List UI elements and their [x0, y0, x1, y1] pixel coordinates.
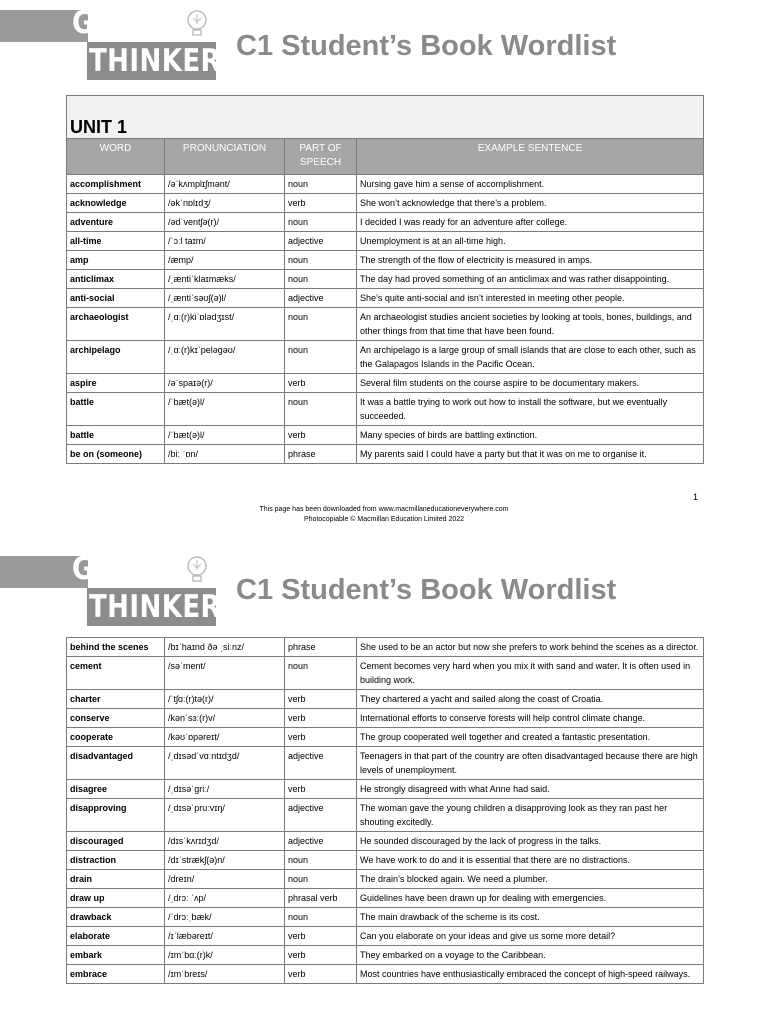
part-of-speech-cell: verb	[285, 374, 357, 393]
pronunciation-cell: /biː ˈɒn/	[165, 445, 285, 464]
example-cell: They chartered a yacht and sailed along the coast of Croatia.	[357, 690, 704, 709]
unit-heading: UNIT 1	[67, 96, 704, 139]
word-cell: aspire	[67, 374, 165, 393]
table-header	[67, 139, 704, 175]
lightbulb-icon	[184, 9, 210, 39]
part-of-speech-cell: verb	[285, 728, 357, 747]
example-cell: He sounded discouraged by the lack of progress in the talks.	[357, 832, 704, 851]
logo-box	[87, 588, 241, 626]
table-row	[67, 289, 704, 308]
word-cell: distraction	[67, 851, 165, 870]
pronunciation-cell: /ɪmˈbɑː(r)k/	[165, 946, 285, 965]
part-of-speech-cell: adjective	[285, 799, 357, 832]
part-of-speech-cell: noun	[285, 908, 357, 927]
footer-copyright: Photocopiable © Macmillan Education Limited 2022	[303, 516, 465, 523]
word-cell: disapproving	[67, 799, 165, 832]
pronunciation-cell: /ˌdɪsədˈvɑːntɪdʒd/	[165, 747, 285, 780]
table-row	[67, 799, 704, 832]
example-cell: I decided I was ready for an adventure after college.	[357, 213, 704, 232]
word-cell: adventure	[67, 213, 165, 232]
part-of-speech-cell: adjective	[285, 747, 357, 780]
pronunciation-cell: /ˌæntiˈklaɪmæks/	[165, 270, 285, 289]
header-example: EXAMPLE SENTENCE	[357, 139, 704, 175]
table-row	[67, 657, 704, 690]
footer-download-note: This page has been downloaded from www.macmillaneducationeverywhere.com	[259, 506, 509, 513]
pronunciation-cell: /səˈment/	[165, 657, 285, 690]
word-cell: disagree	[67, 780, 165, 799]
word-cell: disadvantaged	[67, 747, 165, 780]
word-cell: anti-social	[67, 289, 165, 308]
pronunciation-cell: /dɪˈstrækʃ(ə)n/	[165, 851, 285, 870]
table-row	[67, 870, 704, 889]
example-cell: The day had proved something of an anticlimax and was rather disappointing.	[357, 270, 704, 289]
part-of-speech-cell: noun	[285, 251, 357, 270]
example-cell: Unemployment is at an all-time high.	[357, 232, 704, 251]
example-cell: An archipelago is a large group of small islands that are close to each other, such as the Galapagos Islands in the Pacific Ocean.	[357, 341, 704, 374]
table-row	[67, 341, 704, 374]
part-of-speech-cell: verb	[285, 426, 357, 445]
table-row	[67, 194, 704, 213]
example-cell: Nursing gave him a sense of accomplishment.	[357, 175, 704, 194]
example-cell: We have work to do and it is essential that there are no distractions.	[357, 851, 704, 870]
example-cell: Most countries have enthusiastically embraced the concept of high-speed railways.	[357, 965, 704, 984]
pronunciation-cell: /æmp/	[165, 251, 285, 270]
pronunciation-cell: /ˈbæt(ə)l/	[165, 426, 285, 445]
pronunciation-cell: /ˌɑː(r)kɪˈpeləgəʊ/	[165, 341, 285, 374]
table-row	[67, 832, 704, 851]
part-of-speech-cell: adjective	[285, 232, 357, 251]
pronunciation-cell: /ɪˈlæbəreɪt/	[165, 927, 285, 946]
word-cell: amp	[67, 251, 165, 270]
word-cell: draw up	[67, 889, 165, 908]
part-of-speech-cell: noun	[285, 175, 357, 194]
part-of-speech-cell: verb	[285, 780, 357, 799]
example-cell: The strength of the flow of electricity is measured in amps.	[357, 251, 704, 270]
logo-text-great: GREAT	[72, 551, 171, 587]
word-cell: be on (someone)	[67, 445, 165, 464]
example-cell: Can you elaborate on your ideas and give us some more detail?	[357, 927, 704, 946]
pronunciation-cell: /ˌdɪsəˈgriː/	[165, 780, 285, 799]
page-2	[0, 545, 768, 1024]
part-of-speech-cell: verb	[285, 690, 357, 709]
example-cell: It was a battle trying to work out how to install the software, but we eventually succeeded.	[357, 393, 704, 426]
table-row	[67, 213, 704, 232]
example-cell: He strongly disagreed with what Anne had said.	[357, 780, 704, 799]
word-cell: embrace	[67, 965, 165, 984]
page-title: C1 Student’s Book Wordlist	[236, 574, 617, 606]
table-row	[67, 445, 704, 464]
header-part-of-speech: PART OF SPEECH	[285, 139, 357, 175]
word-cell: discouraged	[67, 832, 165, 851]
pronunciation-cell: /ˌɑː(r)kiˈɒlədʒɪst/	[165, 308, 285, 341]
pronunciation-cell: /ˌæntiˈsəʊʃ(ə)l/	[165, 289, 285, 308]
part-of-speech-cell: adjective	[285, 832, 357, 851]
part-of-speech-cell: phrase	[285, 445, 357, 464]
table-row	[67, 709, 704, 728]
pronunciation-cell: /ˌdrɔː ˈʌp/	[165, 889, 285, 908]
part-of-speech-cell: noun	[285, 270, 357, 289]
pronunciation-cell: /ˈtʃɑː(r)tə(r)/	[165, 690, 285, 709]
word-cell: elaborate	[67, 927, 165, 946]
word-cell: drain	[67, 870, 165, 889]
wordlist-table	[66, 95, 704, 464]
great-thinkers-logo	[70, 5, 241, 80]
header-pronunciation: PRONUNCIATION	[165, 139, 285, 175]
example-cell: She used to be an actor but now she prefers to work behind the scenes as a director.	[357, 638, 704, 657]
pronunciation-cell: /ˈɔːl taɪm/	[165, 232, 285, 251]
word-cell: all-time	[67, 232, 165, 251]
part-of-speech-cell: noun	[285, 851, 357, 870]
pronunciation-cell: /əkˈnɒlɪdʒ/	[165, 194, 285, 213]
example-cell: The woman gave the young children a disapproving look as they ran past her shouting excitedly.	[357, 799, 704, 832]
word-cell: battle	[67, 393, 165, 426]
example-cell: My parents said I could have a party but that it was on me to organise it.	[357, 445, 704, 464]
table-row	[67, 690, 704, 709]
word-cell: conserve	[67, 709, 165, 728]
table-row	[67, 232, 704, 251]
word-cell: behind the scenes	[67, 638, 165, 657]
word-cell: archipelago	[67, 341, 165, 374]
word-cell: anticlimax	[67, 270, 165, 289]
table-row	[67, 965, 704, 984]
pronunciation-cell: /kənˈsɜː(r)v/	[165, 709, 285, 728]
table-row	[67, 393, 704, 426]
example-cell: An archaeologist studies ancient societies by looking at tools, bones, buildings, and other things from that time that have been found.	[357, 308, 704, 341]
word-cell: embark	[67, 946, 165, 965]
table-row	[67, 851, 704, 870]
part-of-speech-cell: verb	[285, 965, 357, 984]
logo-text-thinkers: THINKERS	[89, 589, 241, 625]
part-of-speech-cell: adjective	[285, 289, 357, 308]
page-footer	[0, 505, 768, 525]
part-of-speech-cell: noun	[285, 341, 357, 374]
part-of-speech-cell: phrase	[285, 638, 357, 657]
part-of-speech-cell: noun	[285, 393, 357, 426]
table-row	[67, 270, 704, 289]
pronunciation-cell: /ˈdrɔːˌbæk/	[165, 908, 285, 927]
word-cell: drawback	[67, 908, 165, 927]
example-cell: The main drawback of the scheme is its cost.	[357, 908, 704, 927]
example-cell: The drain’s blocked again. We need a plumber.	[357, 870, 704, 889]
pronunciation-cell: /əˈspaɪə(r)/	[165, 374, 285, 393]
table-row	[67, 308, 704, 341]
wordlist-table	[66, 637, 704, 984]
example-cell: She’s quite anti-social and isn’t interested in meeting other people.	[357, 289, 704, 308]
example-cell: She won’t acknowledge that there’s a problem.	[357, 194, 704, 213]
word-cell: archaeologist	[67, 308, 165, 341]
logo-text-thinkers: THINKERS	[89, 43, 241, 79]
great-thinkers-logo	[70, 551, 241, 626]
example-cell: Several film students on the course aspire to be documentary makers.	[357, 374, 704, 393]
word-cell: battle	[67, 426, 165, 445]
part-of-speech-cell: verb	[285, 194, 357, 213]
table-row	[67, 175, 704, 194]
logo-text-great: GREAT	[72, 5, 171, 41]
table-row	[67, 908, 704, 927]
part-of-speech-cell: verb	[285, 946, 357, 965]
part-of-speech-cell: noun	[285, 870, 357, 889]
part-of-speech-cell: noun	[285, 657, 357, 690]
pronunciation-cell: /ˌdɪsəˈpruːvɪŋ/	[165, 799, 285, 832]
table-row	[67, 374, 704, 393]
word-cell: cooperate	[67, 728, 165, 747]
pronunciation-cell: /ədˈventʃə(r)/	[165, 213, 285, 232]
word-cell: accomplishment	[67, 175, 165, 194]
pronunciation-cell: /bɪˈhaɪnd ðə ˌsiːnz/	[165, 638, 285, 657]
example-cell: They embarked on a voyage to the Caribbean.	[357, 946, 704, 965]
table-row	[67, 638, 704, 657]
pronunciation-cell: /dreɪn/	[165, 870, 285, 889]
table-row	[67, 889, 704, 908]
example-cell: The group cooperated well together and created a fantastic presentation.	[357, 728, 704, 747]
example-cell: Teenagers in that part of the country are often disadvantaged because there are high levels of unemployment.	[357, 747, 704, 780]
example-cell: Cement becomes very hard when you mix it with sand and water. It is often used in building work.	[357, 657, 704, 690]
example-cell: International efforts to conserve forests will help control climate change.	[357, 709, 704, 728]
part-of-speech-cell: noun	[285, 308, 357, 341]
part-of-speech-cell: phrasal verb	[285, 889, 357, 908]
table-row	[67, 728, 704, 747]
part-of-speech-cell: noun	[285, 213, 357, 232]
word-cell: acknowledge	[67, 194, 165, 213]
pronunciation-cell: /ˈbæt(ə)l/	[165, 393, 285, 426]
table-row	[67, 927, 704, 946]
page-number: 1	[693, 492, 699, 502]
pronunciation-cell: /kəʊˈɒpəreɪt/	[165, 728, 285, 747]
example-cell: Guidelines have been drawn up for dealing with emergencies.	[357, 889, 704, 908]
pronunciation-cell: /ɪmˈbreɪs/	[165, 965, 285, 984]
word-cell: charter	[67, 690, 165, 709]
page-title: C1 Student’s Book Wordlist	[236, 30, 617, 62]
example-cell: Many species of birds are battling extinction.	[357, 426, 704, 445]
lightbulb-icon	[184, 555, 210, 585]
word-cell: cement	[67, 657, 165, 690]
table-row	[67, 946, 704, 965]
table-row	[67, 747, 704, 780]
pronunciation-cell: /dɪsˈkʌrɪdʒd/	[165, 832, 285, 851]
header-word: WORD	[67, 139, 165, 175]
pronunciation-cell: /əˈkʌmplɪʃmənt/	[165, 175, 285, 194]
logo-box	[87, 42, 241, 80]
part-of-speech-cell: verb	[285, 927, 357, 946]
table-row	[67, 426, 704, 445]
part-of-speech-cell: verb	[285, 709, 357, 728]
table-row	[67, 780, 704, 799]
table-row	[67, 251, 704, 270]
